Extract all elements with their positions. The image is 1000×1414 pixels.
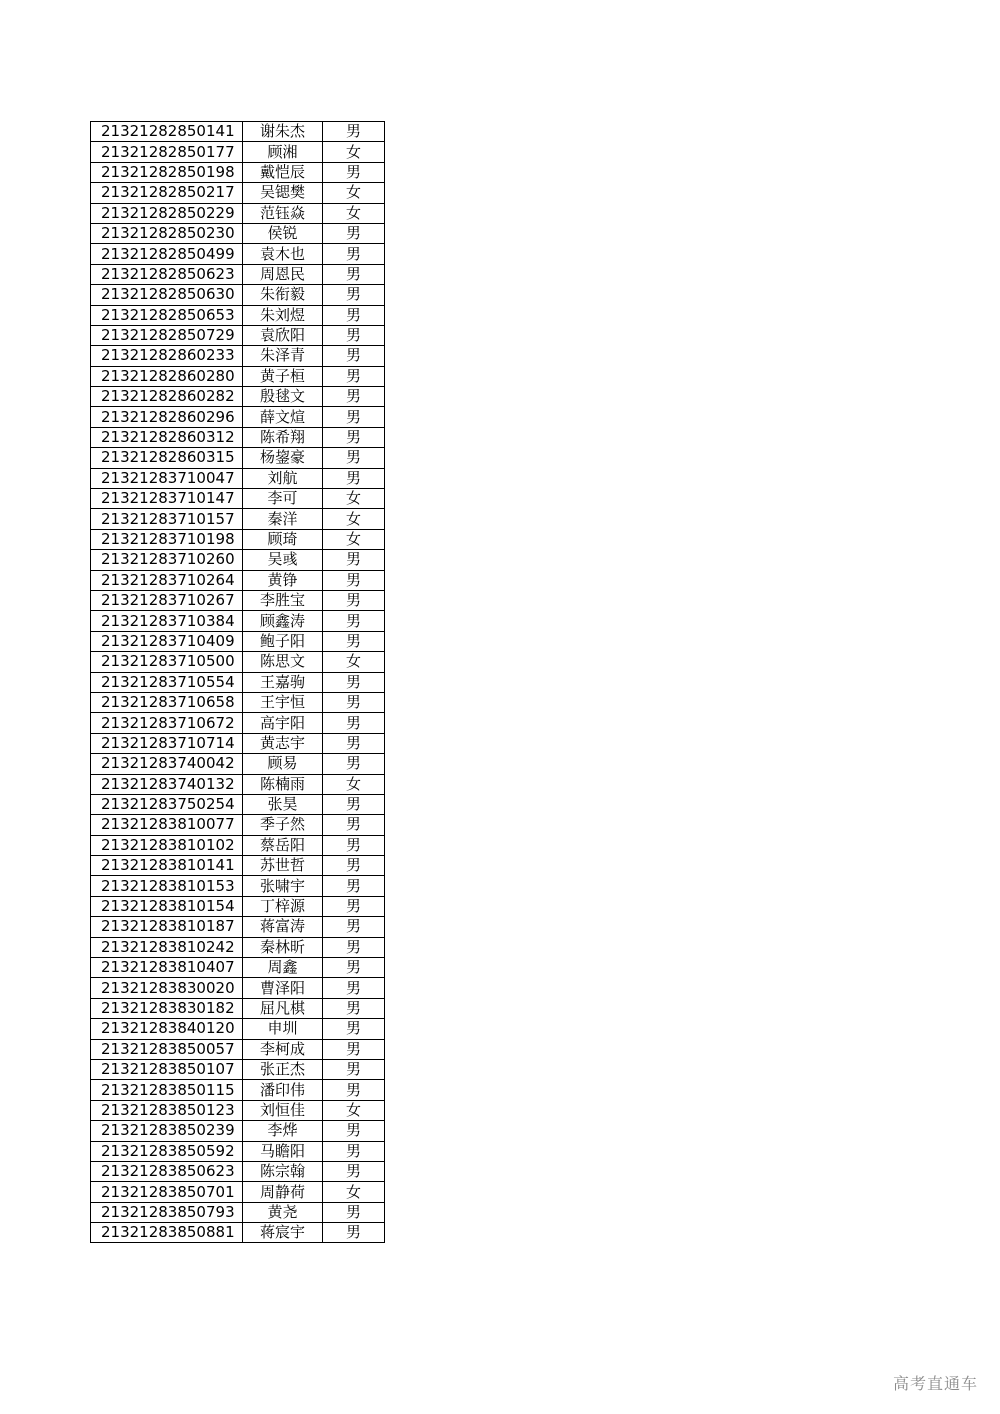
student-name-cell: 吴彧 [243,550,323,570]
table-row [91,203,385,223]
table-row [91,774,385,794]
table-row [91,183,385,203]
student-name-cell: 黄子桓 [243,366,323,386]
student-id-cell: 21321283710658 [91,692,243,712]
student-gender-cell: 女 [323,509,385,529]
student-name-cell: 朱刘煜 [243,305,323,325]
student-id-cell: 21321283740042 [91,754,243,774]
student-name-cell: 张昊 [243,794,323,814]
table-row [91,448,385,468]
student-gender-cell: 女 [323,652,385,672]
student-name-cell: 高宇阳 [243,713,323,733]
student-gender-cell: 女 [323,489,385,509]
student-name-cell: 陈希翔 [243,427,323,447]
student-id-cell: 21321282850729 [91,325,243,345]
student-gender-cell: 男 [323,917,385,937]
table-row [91,835,385,855]
student-name-cell: 王宇恒 [243,692,323,712]
student-name-cell: 刘航 [243,468,323,488]
student-name-cell: 杨鋆豪 [243,448,323,468]
student-id-cell: 21321283850115 [91,1080,243,1100]
table-row [91,1141,385,1161]
student-gender-cell: 女 [323,774,385,794]
table-row [91,346,385,366]
table-row [91,509,385,529]
table-row [91,937,385,957]
student-name-cell: 潘印伟 [243,1080,323,1100]
student-name-cell: 蔡岳阳 [243,835,323,855]
table-row [91,856,385,876]
student-gender-cell: 男 [323,448,385,468]
student-id-cell: 21321283840120 [91,1019,243,1039]
student-id-cell: 21321282850499 [91,244,243,264]
student-id-cell: 21321283710672 [91,713,243,733]
table-row [91,1100,385,1120]
student-gender-cell: 男 [323,978,385,998]
student-id-cell: 21321283710260 [91,550,243,570]
table-row [91,733,385,753]
student-id-cell: 21321283710267 [91,590,243,610]
table-row [91,896,385,916]
student-gender-cell: 男 [323,366,385,386]
student-gender-cell: 男 [323,1223,385,1243]
student-id-cell: 21321283710198 [91,529,243,549]
table-row [91,366,385,386]
table-row [91,631,385,651]
student-name-cell: 申圳 [243,1019,323,1039]
student-name-cell: 顾鑫涛 [243,611,323,631]
watermark-text: 高考直通车 [892,1374,978,1393]
student-id-cell: 21321283810102 [91,835,243,855]
student-name-cell: 苏世哲 [243,856,323,876]
student-gender-cell: 男 [323,305,385,325]
student-gender-cell: 男 [323,713,385,733]
student-id-cell: 21321283740132 [91,774,243,794]
student-gender-cell: 男 [323,1121,385,1141]
student-gender-cell: 女 [323,183,385,203]
student-name-cell: 周静荷 [243,1182,323,1202]
student-id-cell: 21321283810407 [91,958,243,978]
table-row [91,285,385,305]
student-gender-cell: 男 [323,835,385,855]
student-id-cell: 21321283830020 [91,978,243,998]
table-row [91,1059,385,1079]
student-id-cell: 21321282850177 [91,142,243,162]
table-row [91,529,385,549]
student-id-cell: 21321283850107 [91,1059,243,1079]
student-name-cell: 屈凡棋 [243,998,323,1018]
table-row [91,162,385,182]
table-row [91,387,385,407]
student-id-cell: 21321283810141 [91,856,243,876]
student-gender-cell: 男 [323,550,385,570]
student-gender-cell: 男 [323,590,385,610]
student-name-cell: 王嘉驹 [243,672,323,692]
student-name-cell: 周恩民 [243,264,323,284]
student-id-cell: 21321283850123 [91,1100,243,1120]
student-gender-cell: 男 [323,285,385,305]
student-gender-cell: 女 [323,529,385,549]
student-name-cell: 马瞻阳 [243,1141,323,1161]
table-row [91,692,385,712]
student-name-cell: 殷毬文 [243,387,323,407]
student-id-cell: 21321283710714 [91,733,243,753]
student-id-cell: 21321283810154 [91,896,243,916]
student-name-cell: 蒋宸宇 [243,1223,323,1243]
student-gender-cell: 男 [323,631,385,651]
table-row [91,264,385,284]
student-name-cell: 薛文煊 [243,407,323,427]
student-id-cell: 21321283830182 [91,998,243,1018]
student-id-cell: 21321282850653 [91,305,243,325]
table-row [91,305,385,325]
student-id-cell: 21321282850229 [91,203,243,223]
student-gender-cell: 男 [323,692,385,712]
student-id-cell: 21321282850198 [91,162,243,182]
student-gender-cell: 男 [323,998,385,1018]
student-name-cell: 陈思文 [243,652,323,672]
student-gender-cell: 男 [323,672,385,692]
table-row [91,1039,385,1059]
student-id-cell: 21321283850701 [91,1182,243,1202]
table-row [91,244,385,264]
table-row [91,1223,385,1243]
student-gender-cell: 男 [323,325,385,345]
student-gender-cell: 男 [323,427,385,447]
student-name-cell: 陈楠雨 [243,774,323,794]
table-row [91,223,385,243]
student-gender-cell: 男 [323,1080,385,1100]
student-name-cell: 刘恒佳 [243,1100,323,1120]
student-gender-cell: 男 [323,896,385,916]
student-name-cell: 谢朱杰 [243,122,323,142]
student-id-cell: 21321283710384 [91,611,243,631]
student-gender-cell: 男 [323,876,385,896]
table-row [91,917,385,937]
student-roster-table [90,121,385,1243]
student-name-cell: 季子然 [243,815,323,835]
student-name-cell: 曹泽阳 [243,978,323,998]
student-gender-cell: 女 [323,142,385,162]
table-row [91,958,385,978]
student-gender-cell: 男 [323,754,385,774]
student-gender-cell: 男 [323,856,385,876]
student-gender-cell: 男 [323,387,385,407]
table-row [91,998,385,1018]
student-name-cell: 吴锶樊 [243,183,323,203]
table-row [91,754,385,774]
student-id-cell: 21321282860233 [91,346,243,366]
student-name-cell: 秦林昕 [243,937,323,957]
student-gender-cell: 男 [323,611,385,631]
student-id-cell: 21321282860280 [91,366,243,386]
student-id-cell: 21321283810187 [91,917,243,937]
table-row [91,407,385,427]
student-gender-cell: 男 [323,958,385,978]
student-gender-cell: 女 [323,203,385,223]
student-id-cell: 21321283710047 [91,468,243,488]
table-row [91,489,385,509]
student-id-cell: 21321283810077 [91,815,243,835]
student-name-cell: 张啸宇 [243,876,323,896]
table-row [91,550,385,570]
student-gender-cell: 男 [323,468,385,488]
student-name-cell: 李可 [243,489,323,509]
student-name-cell: 蒋富涛 [243,917,323,937]
table-row [91,672,385,692]
student-gender-cell: 女 [323,1100,385,1120]
student-name-cell: 李烨 [243,1121,323,1141]
student-id-cell: 21321282850230 [91,223,243,243]
student-id-cell: 21321283850592 [91,1141,243,1161]
student-name-cell: 侯锐 [243,223,323,243]
student-id-cell: 21321283850881 [91,1223,243,1243]
student-gender-cell: 男 [323,733,385,753]
student-name-cell: 黄志宇 [243,733,323,753]
student-name-cell: 朱泽青 [243,346,323,366]
student-name-cell: 黄铮 [243,570,323,590]
student-gender-cell: 男 [323,244,385,264]
student-gender-cell: 女 [323,1182,385,1202]
student-id-cell: 21321282860282 [91,387,243,407]
student-gender-cell: 男 [323,1059,385,1079]
student-id-cell: 21321283710554 [91,672,243,692]
student-gender-cell: 男 [323,570,385,590]
table-row [91,713,385,733]
student-id-cell: 21321282850623 [91,264,243,284]
student-name-cell: 顾湘 [243,142,323,162]
student-gender-cell: 男 [323,122,385,142]
table-row [91,1202,385,1222]
student-id-cell: 21321283710157 [91,509,243,529]
student-name-cell: 陈宗翰 [243,1161,323,1181]
student-name-cell: 顾琦 [243,529,323,549]
student-gender-cell: 男 [323,1202,385,1222]
student-name-cell: 袁欣阳 [243,325,323,345]
student-name-cell: 鲍子阳 [243,631,323,651]
table-row [91,978,385,998]
student-gender-cell: 男 [323,794,385,814]
roster-body [91,122,385,1243]
table-row [91,590,385,610]
student-name-cell: 朱衔毅 [243,285,323,305]
student-gender-cell: 男 [323,1019,385,1039]
student-name-cell: 秦洋 [243,509,323,529]
table-row [91,142,385,162]
student-id-cell: 21321283850623 [91,1161,243,1181]
student-gender-cell: 男 [323,1141,385,1161]
student-gender-cell: 男 [323,1039,385,1059]
student-name-cell: 戴恺辰 [243,162,323,182]
student-name-cell: 张正杰 [243,1059,323,1079]
table-row [91,876,385,896]
student-id-cell: 21321282860296 [91,407,243,427]
student-gender-cell: 男 [323,815,385,835]
student-id-cell: 21321283850239 [91,1121,243,1141]
table-row [91,794,385,814]
student-gender-cell: 男 [323,346,385,366]
table-row [91,1161,385,1181]
student-id-cell: 21321282850217 [91,183,243,203]
student-id-cell: 21321282860312 [91,427,243,447]
table-row [91,815,385,835]
student-id-cell: 21321283710500 [91,652,243,672]
table-row [91,468,385,488]
student-gender-cell: 男 [323,223,385,243]
student-gender-cell: 男 [323,937,385,957]
table-row [91,1121,385,1141]
student-id-cell: 21321282860315 [91,448,243,468]
student-gender-cell: 男 [323,407,385,427]
student-name-cell: 李胜宝 [243,590,323,610]
table-row [91,611,385,631]
student-id-cell: 21321283710147 [91,489,243,509]
student-id-cell: 21321282850630 [91,285,243,305]
student-gender-cell: 男 [323,1161,385,1181]
student-id-cell: 21321283710264 [91,570,243,590]
student-name-cell: 李柯成 [243,1039,323,1059]
table-row [91,325,385,345]
student-name-cell: 周鑫 [243,958,323,978]
table-row [91,1182,385,1202]
student-gender-cell: 男 [323,162,385,182]
table-row [91,1080,385,1100]
student-name-cell: 黄尧 [243,1202,323,1222]
table-row [91,427,385,447]
student-id-cell: 21321282850141 [91,122,243,142]
student-name-cell: 范钰焱 [243,203,323,223]
table-row [91,122,385,142]
student-name-cell: 顾易 [243,754,323,774]
student-gender-cell: 男 [323,264,385,284]
student-id-cell: 21321283710409 [91,631,243,651]
student-id-cell: 21321283750254 [91,794,243,814]
student-id-cell: 21321283850057 [91,1039,243,1059]
table-row [91,652,385,672]
student-id-cell: 21321283850793 [91,1202,243,1222]
student-name-cell: 丁梓源 [243,896,323,916]
student-id-cell: 21321283810153 [91,876,243,896]
table-row [91,1019,385,1039]
table-row [91,570,385,590]
student-id-cell: 21321283810242 [91,937,243,957]
student-name-cell: 袁木也 [243,244,323,264]
